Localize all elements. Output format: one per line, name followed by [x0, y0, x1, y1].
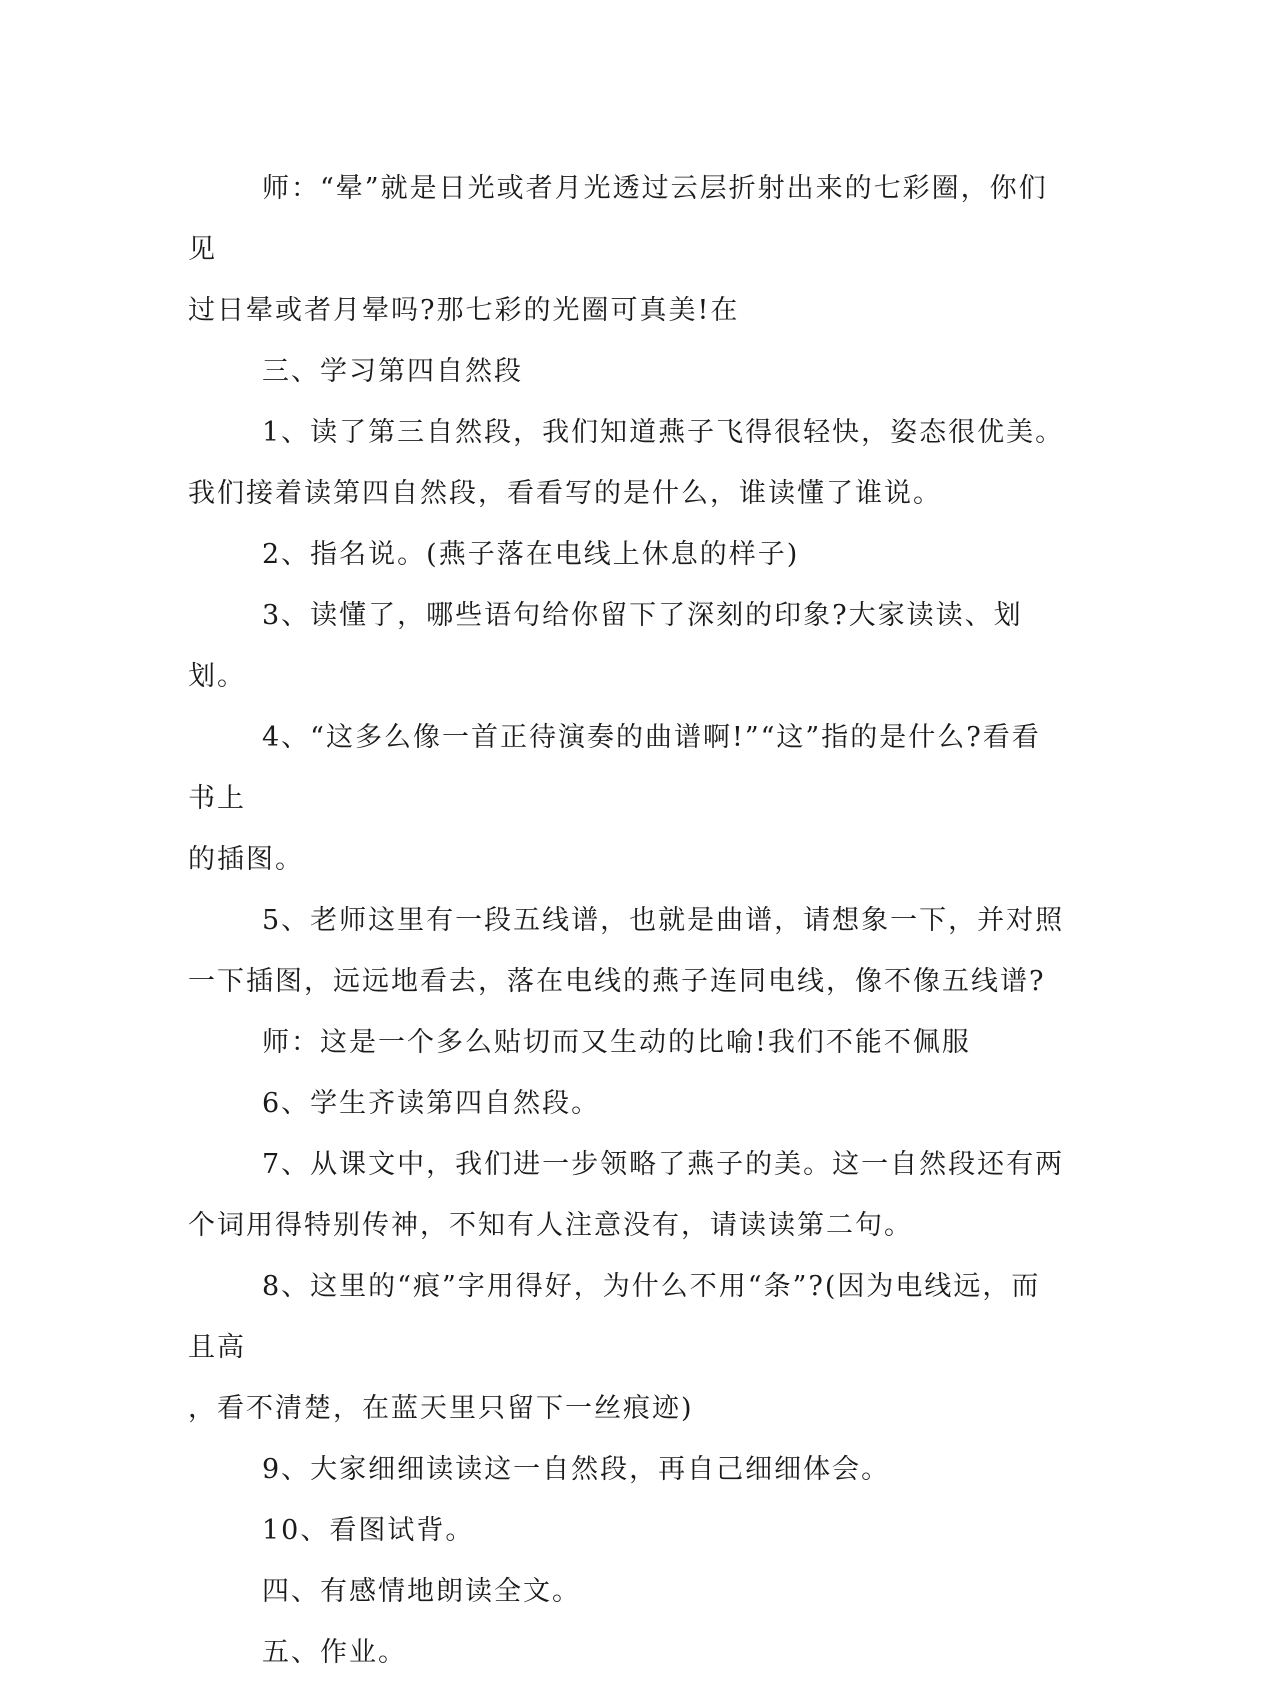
paragraph-step-1 — [188, 402, 1068, 524]
text-line: 5、老师这里有一段五线谱，也就是曲谱，请想象一下，并对照 — [262, 905, 1065, 936]
paragraph-step-10 — [188, 1500, 1068, 1561]
section-heading-four — [188, 1561, 1068, 1622]
text-line: 2、指名说。(燕子落在电线上休息的样子) — [262, 539, 800, 570]
text-line: 3、读懂了，哪些语句给你留下了深刻的印象?大家读读、划划。 — [188, 600, 1023, 692]
text-line: 的插图。 — [188, 844, 304, 875]
text-line: 四、有感情地朗读全文。 — [262, 1576, 581, 1607]
paragraph-step-7 — [188, 1134, 1068, 1256]
text-line: 1、读了第三自然段，我们知道燕子飞得很轻快，姿态很优美。 — [262, 417, 1065, 448]
paragraph-teacher-metaphor — [188, 1012, 1068, 1073]
text-line: 师：“晕”就是日光或者月光透过云层折射出来的七彩圈，你们见 — [188, 173, 1048, 265]
text-line: 五、作业。 — [262, 1637, 407, 1668]
paragraph-step-8 — [188, 1256, 1068, 1439]
text-line: 9、大家细细读读这一自然段，再自己细细体会。 — [262, 1454, 891, 1485]
text-line: 个词用得特别传神，不知有人注意没有，请读读第二句。 — [188, 1210, 913, 1241]
section-heading-three — [188, 341, 1068, 402]
text-line: 6、学生齐读第四自然段。 — [262, 1088, 601, 1119]
section-heading-five — [188, 1622, 1068, 1683]
paragraph-step-6 — [188, 1073, 1068, 1134]
text-line: 过日晕或者月晕吗?那七彩的光圈可真美!在 — [188, 295, 740, 326]
paragraph-teacher-halo — [188, 158, 1068, 341]
text-line: 7、从课文中，我们进一步领略了燕子的美。这一自然段还有两 — [262, 1149, 1065, 1180]
paragraph-step-2 — [188, 524, 1068, 585]
text-line: 10、看图试背。 — [262, 1515, 475, 1546]
paragraph-step-5 — [188, 890, 1068, 1012]
text-line: ，看不清楚，在蓝天里只留下一丝痕迹) — [188, 1393, 694, 1424]
paragraph-step-9 — [188, 1439, 1068, 1500]
text-line: 一下插图，远远地看去，落在电线的燕子连同电线，像不像五线谱? — [188, 966, 1046, 997]
paragraph-step-3 — [188, 585, 1068, 707]
text-line: 我们接着读第四自然段，看看写的是什么，谁读懂了谁说。 — [188, 478, 942, 509]
paragraph-step-4 — [188, 707, 1068, 890]
text-line: 三、学习第四自然段 — [262, 356, 523, 387]
document-body — [188, 158, 1068, 1683]
text-line: 8、这里的“痕”字用得好，为什么不用“条”?(因为电线远，而且高 — [188, 1271, 1041, 1363]
text-line: 师：这是一个多么贴切而又生动的比喻!我们不能不佩服 — [262, 1027, 971, 1058]
text-line: 4、“这多么像一首正待演奏的曲谱啊!”“这”指的是什么?看看书上 — [188, 722, 1041, 814]
